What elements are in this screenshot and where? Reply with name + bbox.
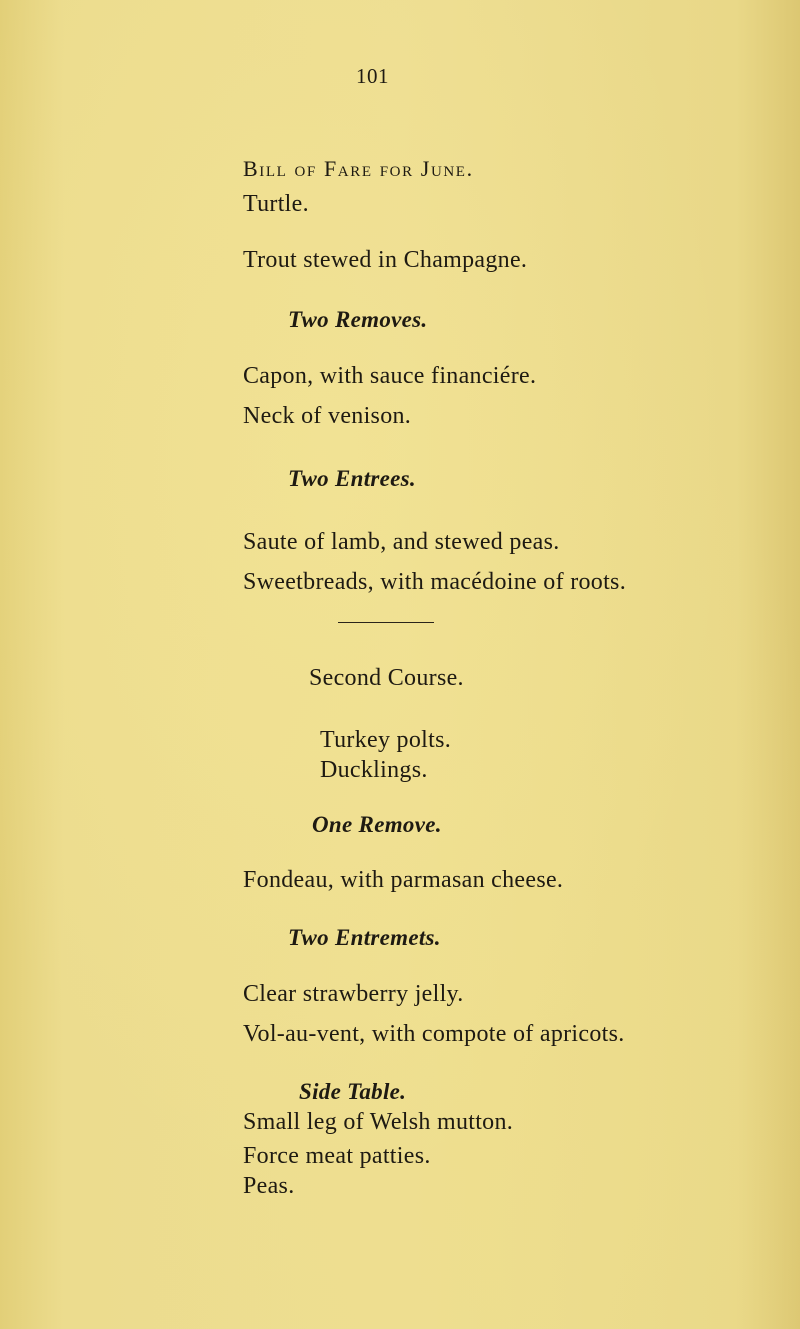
section-heading-second-course: Second Course.	[309, 665, 464, 691]
menu-item: Ducklings.	[320, 757, 428, 783]
menu-item: Clear strawberry jelly.	[243, 981, 464, 1007]
menu-item: Fondeau, with parmasan cheese.	[243, 867, 564, 893]
menu-item: Small leg of Welsh mutton.	[243, 1109, 514, 1135]
menu-item: Force meat patties.	[243, 1143, 431, 1169]
menu-item: Peas.	[243, 1173, 295, 1199]
menu-item: Sweetbreads, with macédoine of roots.	[243, 569, 626, 595]
menu-item: Capon, with sauce financiére.	[243, 363, 537, 389]
section-heading-removes: Two Removes.	[288, 307, 428, 332]
page-number: 101	[356, 64, 389, 88]
menu-item: Neck of venison.	[243, 403, 412, 429]
section-heading-entrees: Two Entrees.	[288, 466, 416, 491]
section-heading-side-table: Side Table.	[299, 1079, 407, 1104]
section-heading-one-remove: One Remove.	[312, 812, 442, 837]
menu-item: Saute of lamb, and stewed peas.	[243, 529, 560, 555]
section-heading-entremets: Two Entremets.	[288, 925, 441, 950]
page-title: Bill of Fare for June.	[243, 156, 474, 181]
course-divider	[338, 622, 434, 623]
menu-item: Vol-au-vent, with compote of apricots.	[243, 1021, 625, 1047]
menu-item: Trout stewed in Champagne.	[243, 247, 528, 273]
menu-item: Turkey polts.	[320, 727, 452, 753]
menu-item: Turtle.	[243, 191, 309, 217]
